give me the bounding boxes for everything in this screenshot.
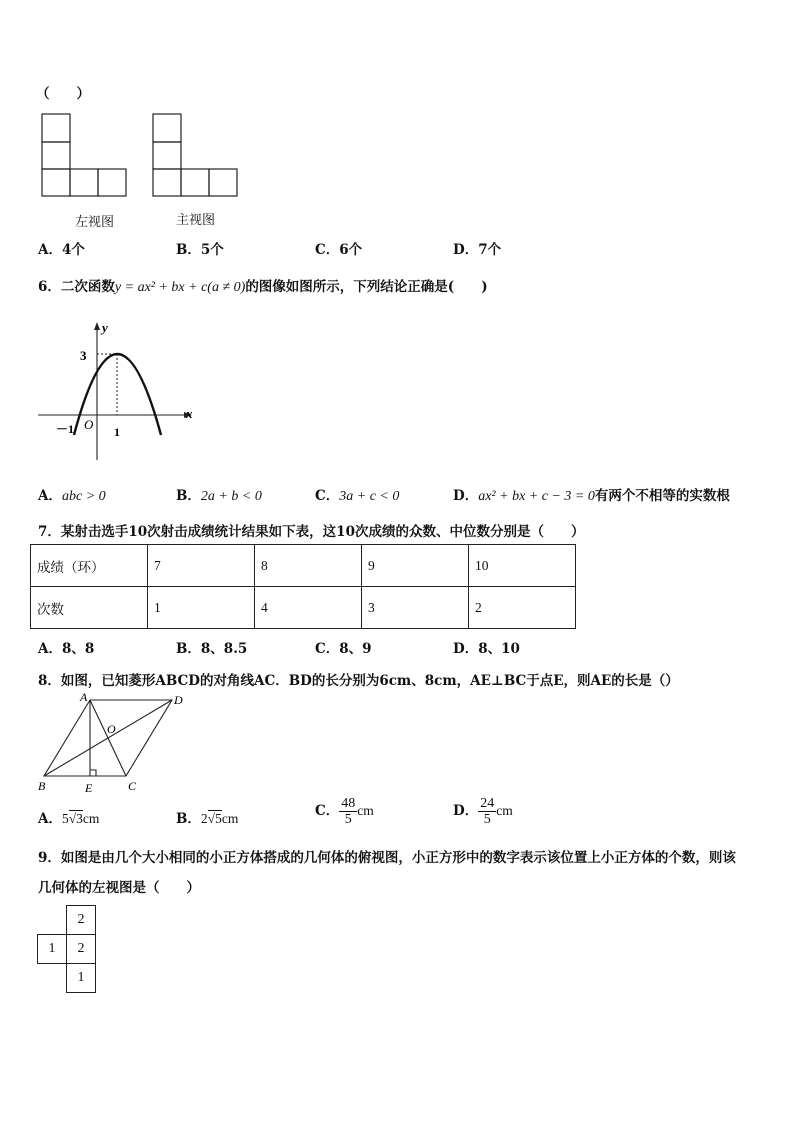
- q8-option-b-radical: √5: [207, 811, 222, 826]
- q6-stem-post: 的图像如图所示，下列结论正确是( ): [245, 279, 488, 295]
- q8-option-c[interactable]: [315, 796, 374, 827]
- table-cell: 3: [362, 587, 469, 629]
- q8-option-b-coef: 2: [200, 811, 208, 826]
- top-view-cell: 1: [37, 934, 67, 964]
- q6-option-b-expr: 2a + b < 0: [200, 489, 262, 504]
- q6-option-a-letter: A．: [38, 488, 62, 504]
- q8-option-c-numerator: 48: [341, 796, 356, 811]
- q6-option-c[interactable]: [315, 484, 399, 505]
- q7-option-c[interactable]: C．8、9: [315, 641, 372, 657]
- left-view-figure: [40, 112, 130, 198]
- q5-option-c[interactable]: C．6个: [315, 242, 363, 258]
- graph-x-neg-1: －1: [56, 422, 75, 436]
- q6-option-d-tail: 有两个不相等的实数根: [594, 488, 730, 504]
- q6-option-b[interactable]: [176, 484, 262, 505]
- top-view-cell: 2: [66, 934, 96, 964]
- label-c: C: [128, 779, 137, 793]
- q8-stem: 8．如图，已知菱形ABCD的对角线AC．BD的长分别为6cm、8cm，AE⊥BC于点E，则AE的长是（）: [38, 673, 679, 689]
- q8-option-d[interactable]: [453, 796, 513, 827]
- graph-x-label: x: [186, 406, 193, 421]
- q5-option-d[interactable]: D．7个: [453, 242, 502, 258]
- table-cell: 1: [148, 587, 255, 629]
- q8-option-d-fraction: [478, 796, 496, 827]
- y-axis-arrow: [94, 322, 100, 330]
- table-row: [31, 545, 576, 587]
- front-view-figure: [151, 112, 241, 198]
- rhombus-figure: [32, 690, 192, 798]
- q8-option-a[interactable]: [38, 807, 99, 827]
- table-cell: 9: [362, 545, 469, 587]
- label-b: B: [38, 779, 46, 793]
- graph-y-tick-3: 3: [80, 348, 87, 363]
- q7-option-b[interactable]: B．8、8.5: [176, 641, 248, 657]
- table-cell: 次数: [31, 587, 148, 629]
- table-cell: 8: [255, 545, 362, 587]
- label-a: A: [80, 690, 88, 704]
- q8-option-b-unit: cm: [221, 811, 239, 826]
- q7-score-table: [30, 544, 576, 629]
- q7-option-a[interactable]: A．8、8: [38, 641, 95, 657]
- q6-option-a[interactable]: [38, 484, 106, 505]
- q8-option-c-letter: C．: [315, 803, 340, 819]
- q5-option-b[interactable]: B．5个: [176, 242, 224, 258]
- label-d: D: [174, 693, 183, 707]
- table-cell: 成绩（环）: [31, 545, 148, 587]
- q8-option-a-coef: 5: [61, 811, 69, 826]
- parabola-graph: [34, 318, 199, 466]
- table-cell: 2: [469, 587, 576, 629]
- label-e: E: [85, 781, 93, 795]
- q8-option-c-fraction: [339, 796, 357, 827]
- q8-option-b[interactable]: [176, 807, 238, 827]
- q8-option-c-denominator: 5: [344, 812, 352, 827]
- front-view-caption: 主视图: [176, 213, 216, 228]
- table-row: [31, 587, 576, 629]
- table-cell: 7: [148, 545, 255, 587]
- table-cell: 4: [255, 587, 362, 629]
- diagonal-bd: [44, 700, 172, 776]
- q8-option-a-radicand: 3: [76, 811, 83, 826]
- q6-option-c-expr: 3a + c < 0: [339, 489, 400, 504]
- q8-option-b-radicand: 5: [215, 811, 222, 826]
- q8-option-d-denominator: 5: [483, 812, 491, 827]
- q8-option-a-letter: A．: [38, 811, 62, 827]
- table-cell: 10: [469, 545, 576, 587]
- q8-option-a-unit: cm: [82, 811, 100, 826]
- q6-option-a-expr: abc > 0: [61, 489, 106, 504]
- q8-option-d-numerator: 24: [480, 796, 495, 811]
- q9-stem-line1: 9．如图是由几个大小相同的小正方体搭成的几何体的俯视图，小正方形中的数字表示该位置上小正方体的个数，则该: [38, 850, 736, 866]
- top-view-cell: 1: [66, 963, 96, 993]
- q9-stem-line2: 几何体的左视图是（ ）: [38, 880, 200, 896]
- q6-option-b-letter: B．: [176, 488, 201, 504]
- q8-option-d-unit: cm: [496, 803, 513, 818]
- q7-option-d[interactable]: D．8、10: [453, 641, 520, 657]
- q6-number: 6．: [38, 279, 61, 295]
- q6-option-c-letter: C．: [315, 488, 340, 504]
- q6-stem-pre: 二次函数: [60, 279, 115, 295]
- q6-function: y = ax² + bx + c(a ≠ 0): [114, 280, 246, 295]
- graph-origin: O: [84, 417, 94, 432]
- q6-option-d[interactable]: [453, 484, 730, 505]
- graph-x-tick-1: 1: [114, 425, 120, 439]
- q8-option-b-letter: B．: [176, 811, 201, 827]
- q6-option-d-letter: D．: [453, 488, 479, 504]
- right-angle-mark: [90, 770, 96, 776]
- q8-option-a-radical: √3: [68, 811, 83, 826]
- q7-stem: 7．某射击选手10次射击成绩统计结果如下表，这10次成绩的众数、中位数分别是（ ）: [38, 524, 585, 540]
- label-o: O: [107, 722, 116, 736]
- q8-option-d-letter: D．: [453, 803, 479, 819]
- q6-option-d-expr: ax² + bx + c − 3 = 0: [478, 489, 595, 504]
- graph-y-label: y: [102, 320, 108, 335]
- q8-option-c-unit: cm: [357, 803, 374, 818]
- top-view-cell: 2: [66, 905, 96, 935]
- left-view-caption: 左视图: [75, 215, 115, 230]
- q5-answer-paren: （ ）: [36, 86, 90, 102]
- q6-stem: [38, 275, 488, 296]
- q5-option-a[interactable]: A．4个: [38, 242, 85, 258]
